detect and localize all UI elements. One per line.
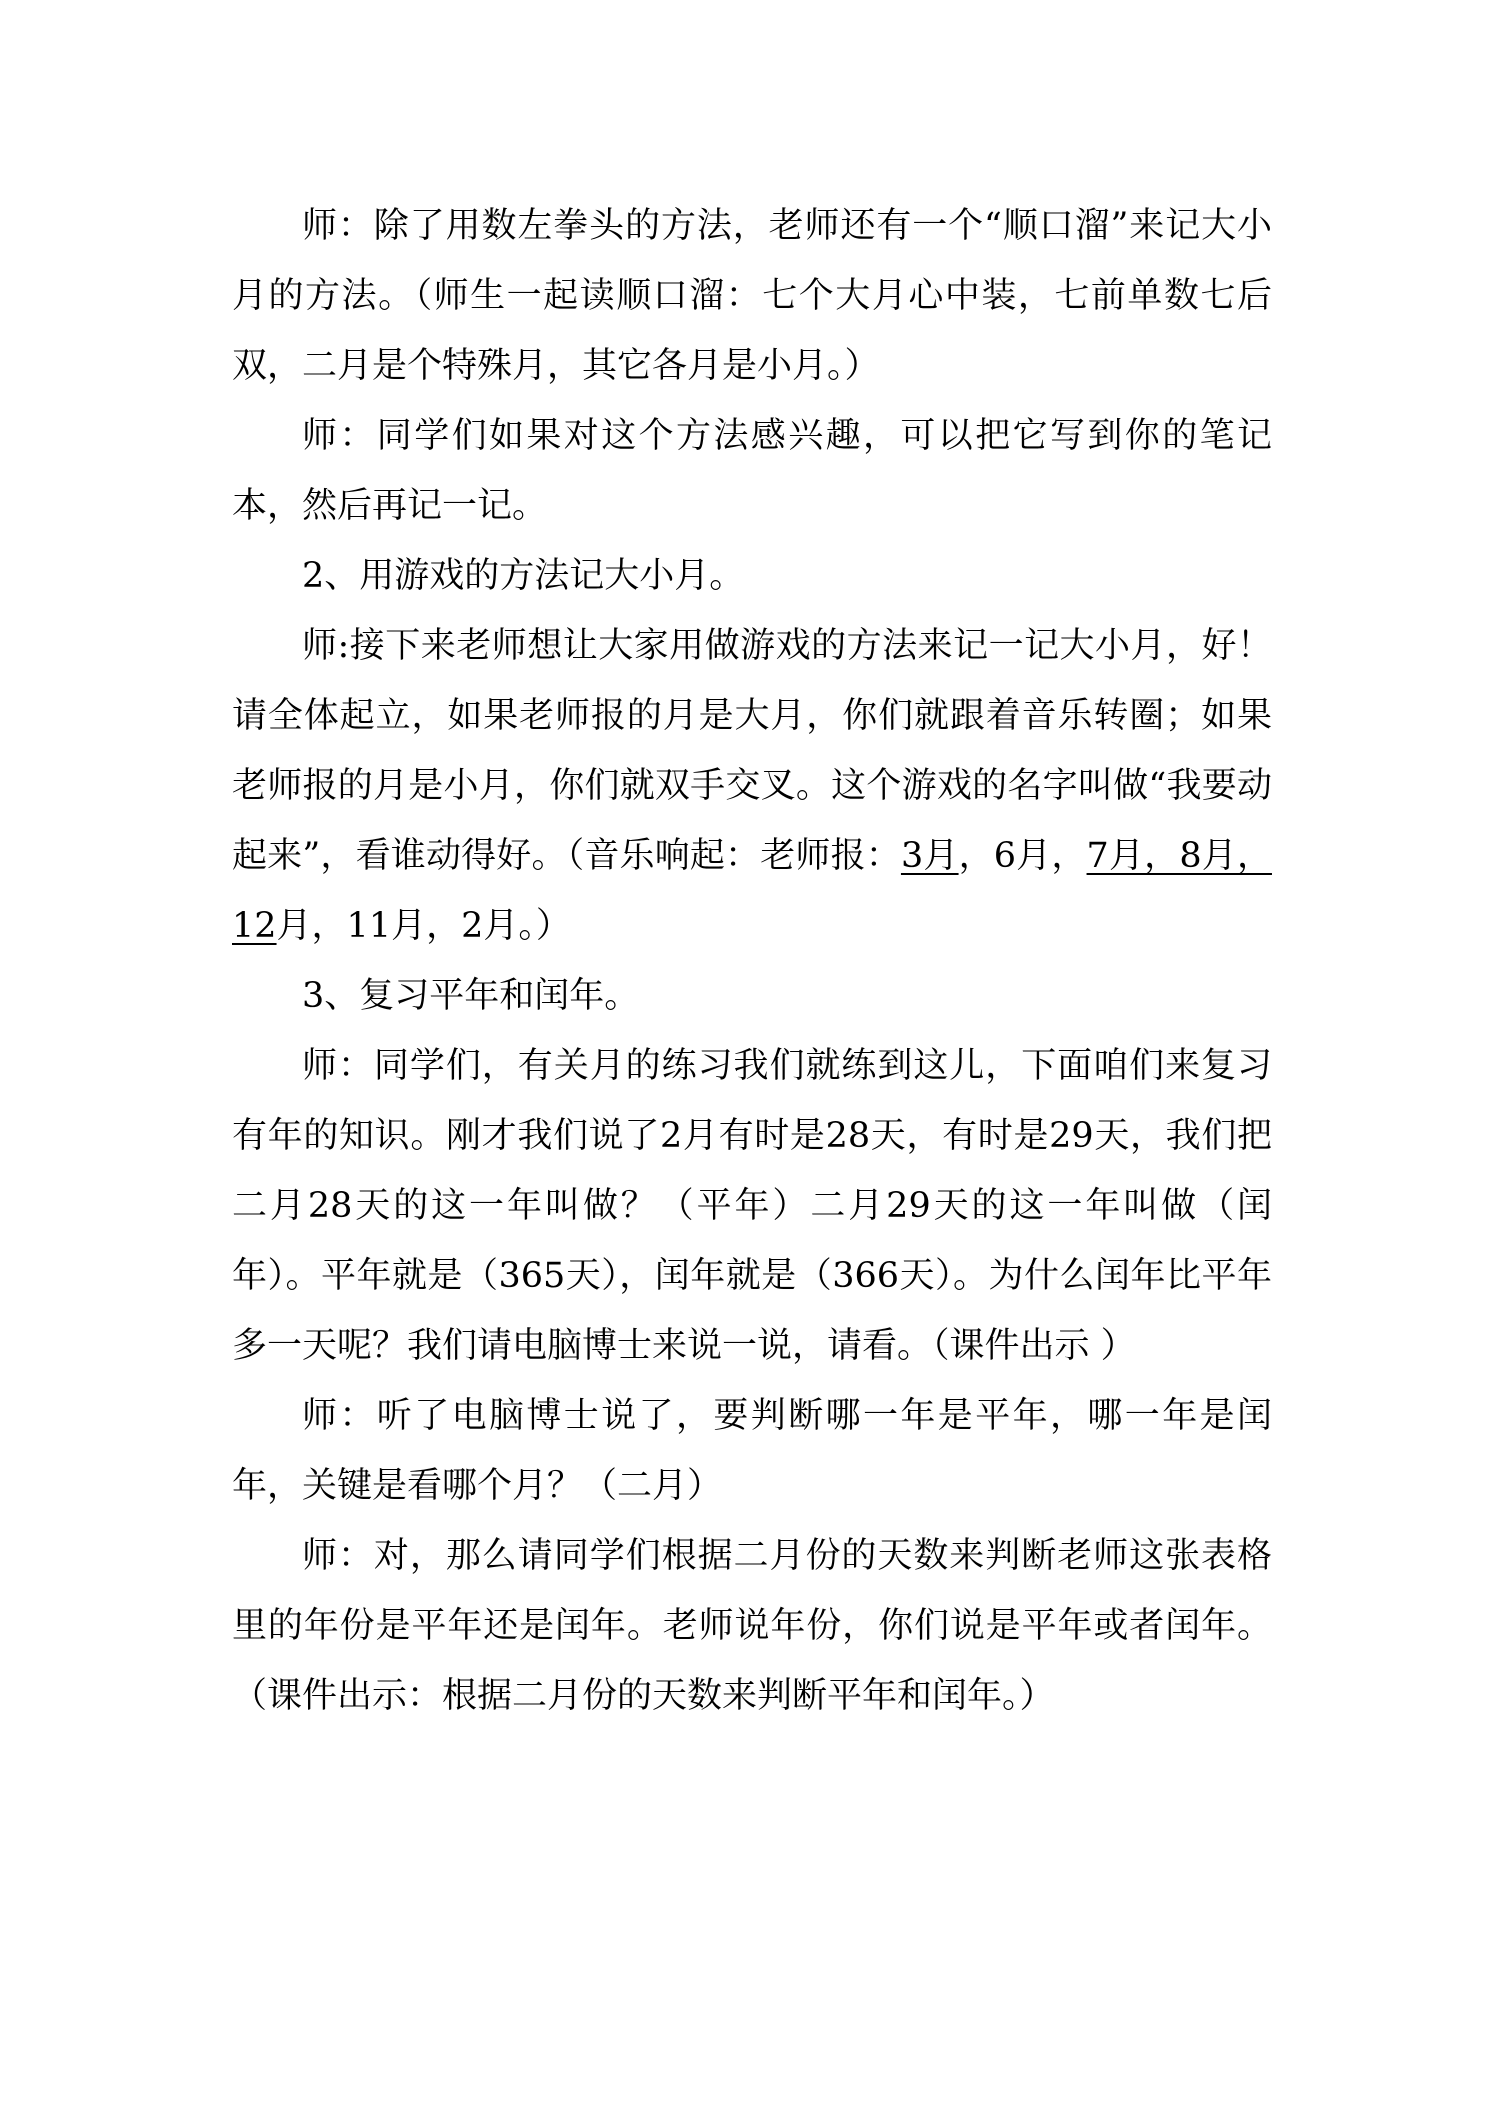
underlined-months-7-8-12: 7月，8月，12 (232, 836, 1272, 946)
paragraph-notebook: 师：同学们如果对这个方法感兴趣，可以把它写到你的笔记本，然后再记一记。 (232, 416, 1272, 526)
paragraph-leap-year-knowledge: 师：同学们，有关月的练习我们就练到这儿，下面咱们来复习有年的知识。刚才我们说了2月有时是28天，有时是29天，我们把二月28天的这一年叫做？（平年）二月29天的这一年叫做（闰年）。平年就是（365天），闰年就是（366天）。为什么闰年比平年多一天呢？我们请电脑博士来说一说，请看。（课件出示 ） (232, 1046, 1272, 1366)
heading-review-years: 3、复习平年和闰年。 (302, 976, 640, 1016)
game-lead-text: 师:接下来老师想让大家用做游戏的方法来记一记大小月，好！请全体起立，如果老师报的月是大月，你们就跟着音乐转圈；如果老师报的月是小月，你们就双手交叉。这个游戏的名字叫做“我要动起来”，看谁动得好。（音乐响起：老师报： (232, 626, 1272, 876)
game-mid-text: ，6月， (958, 836, 1087, 876)
document-body (232, 191, 1272, 1731)
paragraph-shunkouliu: 师：除了用数左拳头的方法，老师还有一个“顺口溜”来记大小月的方法。（师生一起读顺口溜：七个大月心中装，七前单数七后双，二月是个特殊月，其它各月是小月。） (232, 206, 1272, 386)
game-tail-text: 月，11月，2月。） (276, 906, 571, 946)
paragraph-game (232, 611, 1272, 961)
paragraph-judge-table: 师：对，那么请同学们根据二月份的天数来判断老师这张表格里的年份是平年还是闰年。老师说年份，你们说是平年或者闰年。（课件出示：根据二月份的天数来判断平年和闰年。） (232, 1536, 1272, 1716)
heading-game-method: 2、用游戏的方法记大小月。 (302, 556, 745, 596)
paragraph-key-month: 师：听了电脑博士说了，要判断哪一年是平年，哪一年是闰年，关键是看哪个月？（二月） (232, 1396, 1272, 1506)
underlined-month-3: 3月 (900, 836, 959, 876)
